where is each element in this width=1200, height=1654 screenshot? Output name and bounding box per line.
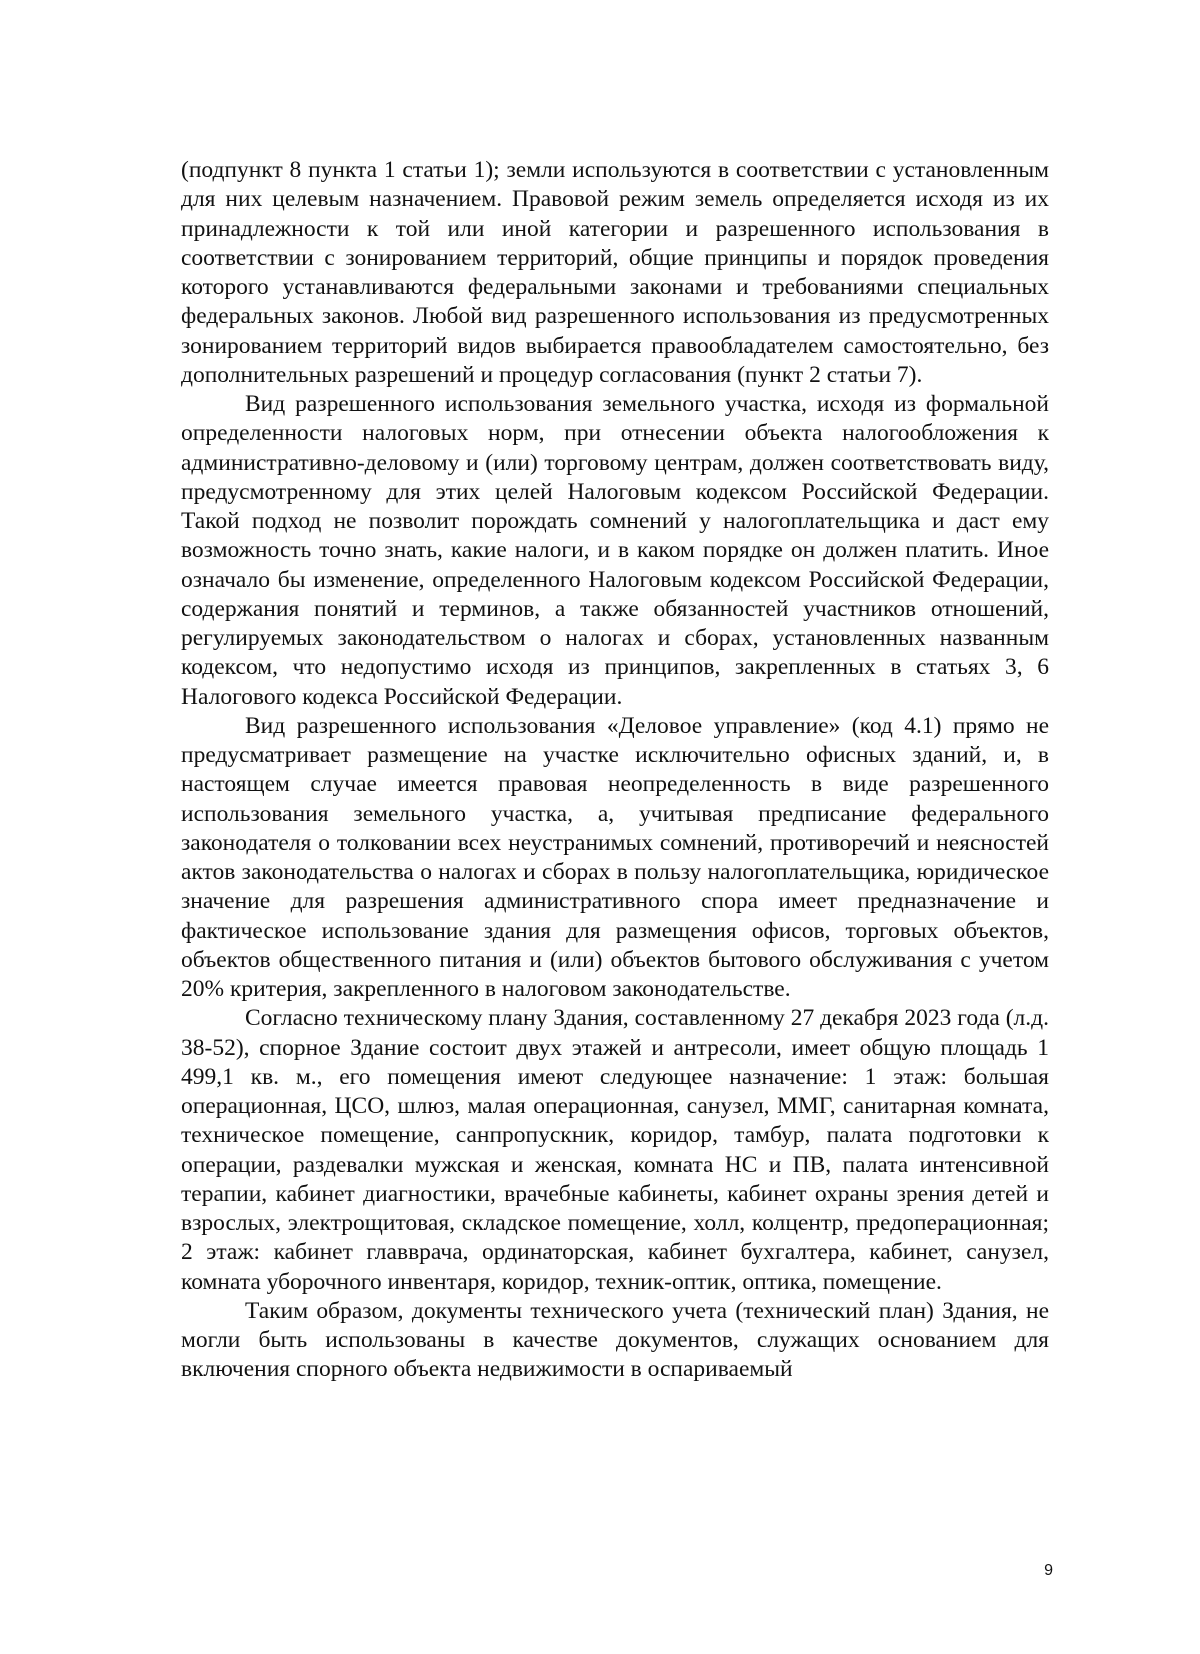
paragraph-3: Вид разрешенного использования «Деловое управление» (код 4.1) прямо не предусматривает размещение на участке исключительно офисных зданий, и, в настоящем случае имеется правовая неопределенность в виде разрешенного использования земельного участка, а, учитывая предписание федерального законодателя о толковании всех неустранимых сомнений, противоречий и неясностей актов законодательства о налогах и сборах в пользу налогоплательщика, юридическое значение для разрешения административного спора имеет предназначение и фактическое использование здания для размещения офисов, торговых объектов, объектов общественного питания и (или) объектов бытового обслуживания с учетом 20% критерия, закрепленного в налоговом законодательстве. — [181, 712, 1049, 1002]
paragraph-1: (подпункт 8 пункта 1 статьи 1); земли используются в соответствии с установленным для них целевым назначением. Правовой режим земель определяется исходя из их принадлежности к той или иной категории и разрешенного использования в соответствии с зонированием территорий, общие принципы и порядок проведения которого устанавливаются федеральными законами и требованиями специальных федеральных законов. Любой вид разрешенного использования из предусмотренных зонированием территорий видов выбирается правообладателем самостоятельно, без дополнительных разрешений и процедур согласования (пункт 2 статьи 7). — [181, 157, 1049, 388]
document-text-body — [181, 156, 1049, 1385]
paragraph-5: Таким образом, документы технического учета (технический план) Здания, не могли быть использованы в качестве документов, служащих основанием для включения спорного объекта недвижимости в оспариваемый — [181, 1297, 1049, 1383]
paragraph-4: Согласно техническому плану Здания, составленному 27 декабря 2023 года (л.д. 38-52), спорное Здание состоит двух этажей и антресоли, имеет общую площадь 1 499,1 кв. м., его помещения имеют следующее назначение: 1 этаж: большая операционная, ЦСО, шлюз, малая операционная, санузел, ММГ, санитарная комната, техническое помещение, санпропускник, коридор, тамбур, палата подготовки к операции, раздевалки мужская и женская, комната НС и ПВ, палата интенсивной терапии, кабинет диагностики, врачебные кабинеты, кабинет охраны зрения детей и взрослых, электрощитовая, складское помещение, холл, колцентр, предоперационная; 2 этаж: кабинет главврача, ординаторская, кабинет бухгалтера, кабинет, санузел, комната уборочного инвентаря, коридор, техник-оптик, оптика, помещение. — [181, 1005, 1049, 1295]
page-number: 9 — [1044, 1562, 1053, 1579]
paragraph-2: Вид разрешенного использования земельного участка, исходя из формальной определенности налоговых норм, при отнесении объекта налогообложения к административно-деловому и (или) торговому центрам, должен соответствовать виду, предусмотренному для этих целей Налоговым кодексом Российской Федерации. Такой подход не позволит порождать сомнений у налогоплательщика и даст ему возможность точно знать, какие налоги, и в каком порядке он должен платить. Иное означало бы изменение, определенного Налоговым кодексом Российской Федерации, содержания понятий и терминов, а также обязанностей участников отношений, регулируемых законодательством о налогах и сборах, установленных названным кодексом, что недопустимо исходя из принципов, закрепленных в статьях 3, 6 Налогового кодекса Российской Федерации. — [181, 391, 1049, 710]
